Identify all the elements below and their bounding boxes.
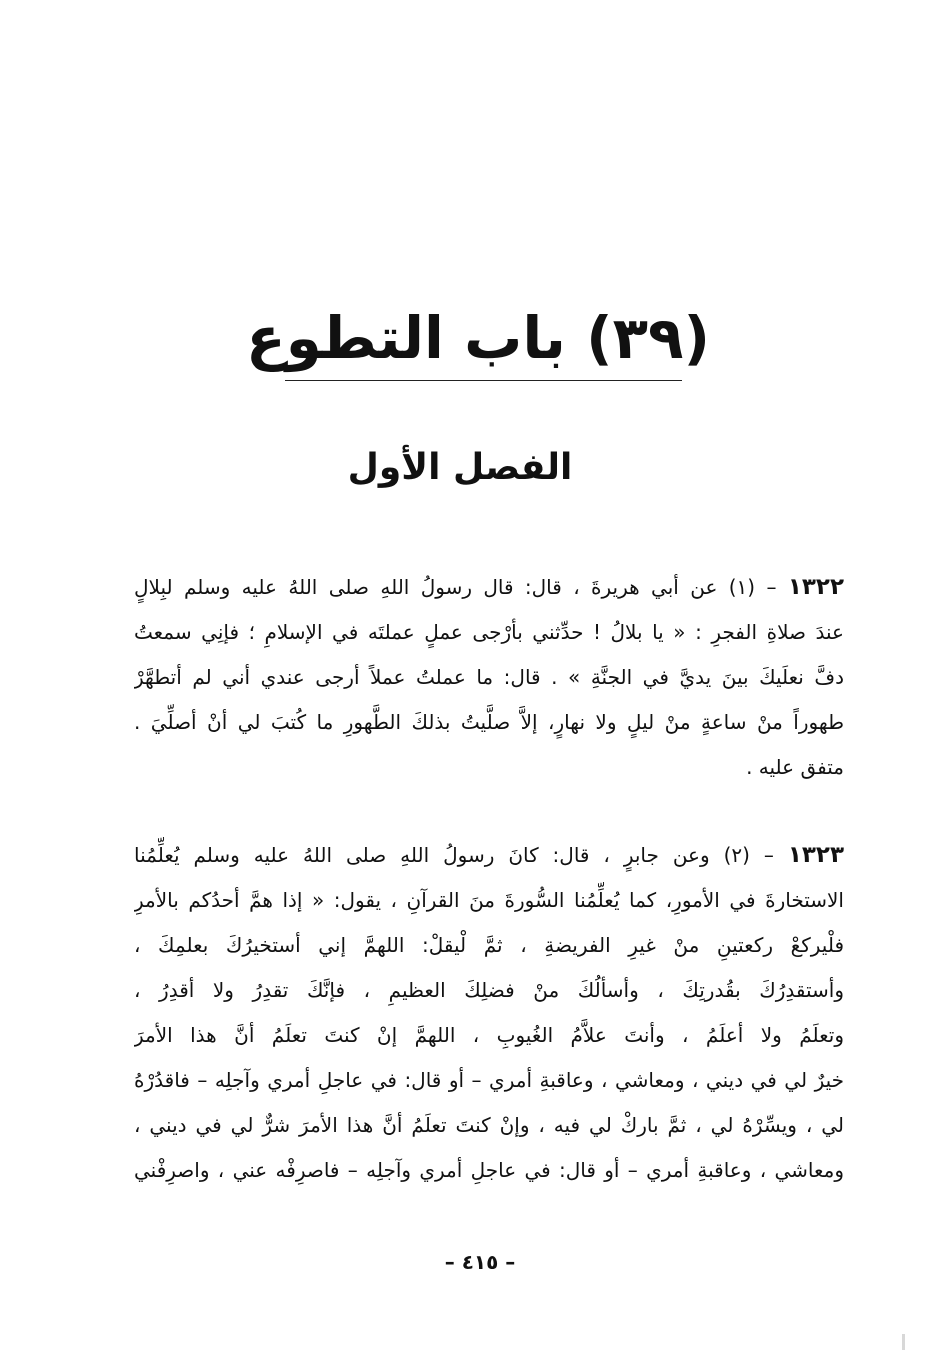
hadith-line: خيرٌ لي في ديني ، ومعاشي ، وعاقبةِ أمري – أو قال: في عاجلِ أمري وآجلِه – فاقدُرْهُ	[134, 1068, 844, 1092]
hadith-line: الاستخارةَ في الأمورِ، كما يُعلِّمُنا السُّورةَ منَ القرآنِ ، يقول: « إذا همَّ أحدُكم بالأمرِ	[134, 888, 844, 912]
hadith-number: ١٣٢٢	[787, 574, 844, 600]
hadith-text: – (١) عن أبي هريرةَ ، قال: قال رسولُ اللهِ صلى اللهُ عليه وسلم لبِلالٍ	[134, 575, 777, 599]
hadith-line: ومعاشي ، وعاقبةِ أمري – أو قال: في عاجلِ أمري وآجلِه – فاصرِفْه عني ، واصرِفْني	[134, 1158, 844, 1182]
section-title: الفصل الأول	[347, 447, 573, 488]
hadith-line	[134, 833, 844, 878]
hadith-line: طهوراً منْ ساعةٍ منْ ليلٍ ولا نهارٍ، إلاَّ صلَّيتُ بذلكَ الطَّهورِ ما كُتبَ لي أنْ أصلِّيَ .	[134, 710, 844, 734]
page-edge-mark	[902, 1334, 905, 1350]
hadith-line: دفَّ نعلَيكَ بينَ يديَّ في الجنَّةِ » . قال: ما عملتُ عملاً أرجى عندي أني لم أتطهَّرْ	[134, 665, 844, 689]
hadith-line	[134, 565, 844, 610]
hadith-line: فلْيركعْ ركعتينِ منْ غيرِ الفريضةِ ، ثمَّ لْيقلْ: اللهمَّ إني أستخيرُكَ بعلمِكَ ،	[134, 933, 844, 957]
chapter-title: (٣٩) باب التطوع	[246, 304, 710, 372]
hadith-1323	[134, 833, 844, 1193]
page-number: – ٤١٥ –	[444, 1250, 516, 1274]
hadith-1322	[134, 565, 844, 790]
title-divider	[285, 380, 682, 381]
hadith-text: – (٢) وعن جابرٍ ، قال: كانَ رسولُ اللهِ صلى اللهُ عليه وسلم يُعلِّمُنا	[134, 843, 774, 867]
hadith-line: لي ، ويسِّرْهُ لي ، ثمَّ باركْ لي فيه ، وإنْ كنتَ تعلَمُ أنَّ هذا الأمرَ شرٌّ لي في ديني ،	[134, 1113, 844, 1137]
hadith-line: وتعلَمُ ولا أعلَمُ ، وأنتَ علاَّمُ الغُيوبِ ، اللهمَّ إنْ كنتَ تعلَمُ أنَّ هذا الأمرَ	[134, 1023, 844, 1047]
hadith-line: وأستقدِرُكَ بقُدرتِكَ ، وأسألُكَ منْ فضلِكَ العظيمِ ، فإنَّكَ تقدِرُ ولا أقدِرُ ،	[134, 978, 844, 1002]
hadith-line: عندَ صلاةِ الفجرِ : « يا بلالُ ! حدِّثني بأرْجى عملٍ عملتَه في الإسلامِ ؛ فإنِي سمعتُ	[134, 620, 844, 644]
hadith-source: متفق عليه .	[746, 755, 844, 779]
hadith-number: ١٣٢٣	[787, 842, 844, 868]
